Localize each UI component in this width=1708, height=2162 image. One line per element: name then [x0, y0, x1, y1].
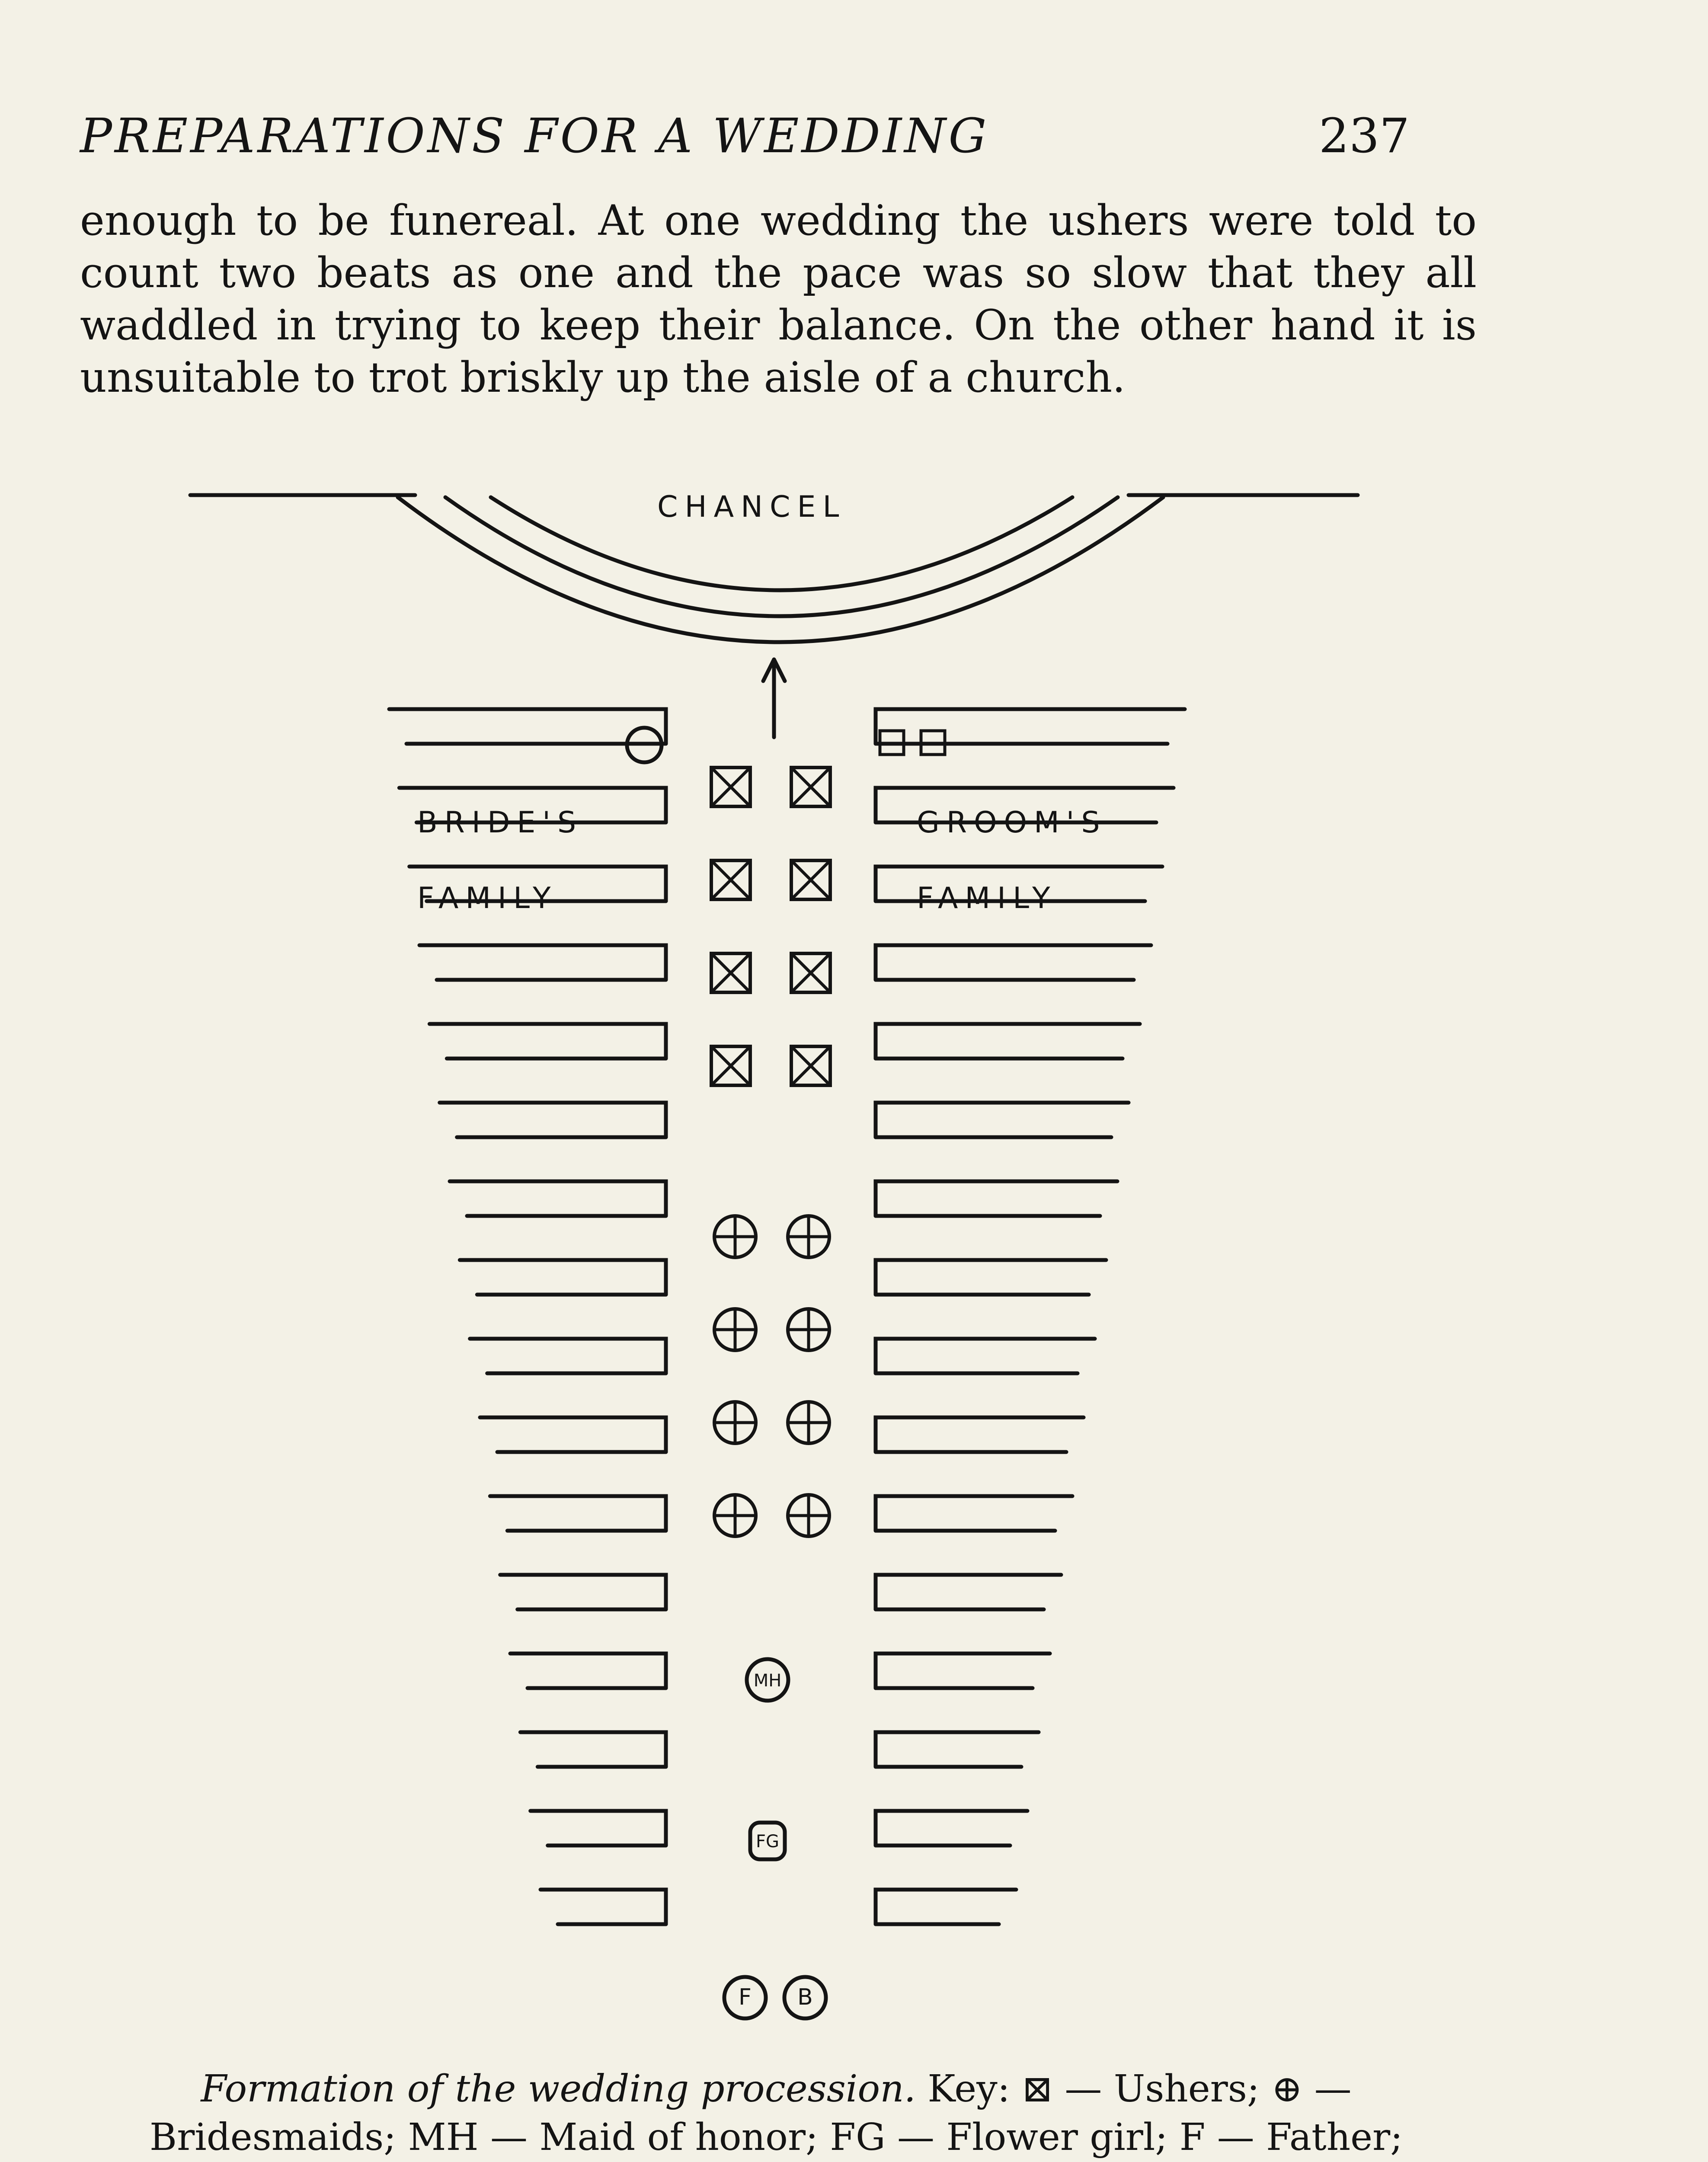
- pew-right: [876, 1496, 1072, 1531]
- bridesmaid-icon: [788, 1216, 829, 1257]
- bridesmaid-icon: [714, 1402, 756, 1443]
- pew-right: [876, 1024, 1140, 1059]
- pew-right: [876, 1339, 1095, 1373]
- maid-of-honor-mark: MH: [753, 1671, 782, 1691]
- usher-icon: [791, 860, 830, 899]
- pew-right: [876, 1575, 1061, 1609]
- pew-right: [876, 1811, 1027, 1845]
- pew-right: [876, 1103, 1129, 1137]
- usher-icon: [791, 768, 830, 806]
- usher-icon: [711, 768, 750, 806]
- pew-left: [389, 709, 666, 744]
- pew-left: [419, 945, 666, 980]
- pew-left: [440, 1103, 666, 1137]
- brides-family-label-2: FAMILY: [417, 881, 558, 915]
- caption-key: Key: ⊠ — Ushers; ⊕ — Bridesmaids; MH — Maid of honor; FG — Flower girl; F — Father;: [149, 2067, 1403, 2159]
- bridesmaid-icon: [788, 1495, 829, 1536]
- ushers: [711, 768, 830, 1085]
- bride-mark: B: [797, 1984, 813, 2010]
- pew-right: [876, 1732, 1039, 1767]
- grooms-family-label-1: GROOM'S: [917, 806, 1107, 840]
- pew-left: [541, 1890, 666, 1924]
- pew-left: [480, 1417, 666, 1452]
- running-head: PREPARATIONS FOR A WEDDING: [80, 108, 989, 163]
- figure-caption: [149, 2065, 1403, 2162]
- usher-icon: [791, 1046, 830, 1085]
- pew-right: [876, 1653, 1050, 1688]
- aisle-arrow-icon: [763, 659, 785, 737]
- father-mark: F: [739, 1984, 752, 2010]
- chancel: [190, 490, 1358, 642]
- pew-left: [500, 1575, 666, 1609]
- grooms-family-label-2: FAMILY: [917, 881, 1057, 915]
- father-marker: [724, 1977, 766, 2018]
- bridesmaid-icon: [714, 1309, 756, 1350]
- pew-right: [876, 1417, 1084, 1452]
- paragraph-top: enough to be funereal. At one wedding the ushers were told to count two beats as one and the pace was so slow that they all waddled in trying to keep their balance. On the other hand it is unsuitable to trot briskly up the aisle of a church.: [80, 196, 1477, 402]
- pew-left: [490, 1496, 666, 1531]
- pew-left: [531, 1811, 666, 1845]
- bridesmaids: [714, 1216, 829, 1536]
- page-number: 237: [1319, 108, 1410, 163]
- pew-right: [876, 1890, 1016, 1924]
- pew-right: [876, 1181, 1117, 1216]
- bridesmaid-icon: [714, 1216, 756, 1257]
- usher-icon: [791, 953, 830, 992]
- pew-left: [510, 1653, 666, 1688]
- pew-left: [520, 1732, 666, 1767]
- pew-right: [876, 945, 1151, 980]
- brides-family-label-1: BRIDE'S: [417, 806, 583, 840]
- bride-marker: [784, 1977, 826, 2018]
- usher-icon: [711, 1046, 750, 1085]
- bridesmaid-icon: [788, 1402, 829, 1443]
- flower-girl-mark: FG: [755, 1832, 780, 1852]
- pew-left: [450, 1181, 666, 1216]
- bridesmaid-icon: [788, 1309, 829, 1350]
- usher-icon: [711, 953, 750, 992]
- pew-left: [429, 1024, 666, 1059]
- flower-girl-marker: [750, 1823, 785, 1859]
- maid-of-honor-marker: [747, 1659, 788, 1701]
- bridesmaid-icon: [714, 1495, 756, 1536]
- pew-left: [460, 1260, 666, 1295]
- pew-right: [876, 1260, 1106, 1295]
- caption-title: Formation of the wedding procession.: [201, 2067, 916, 2111]
- chancel-label: CHANCEL: [657, 490, 846, 524]
- pew-left: [470, 1339, 666, 1373]
- usher-icon: [711, 860, 750, 899]
